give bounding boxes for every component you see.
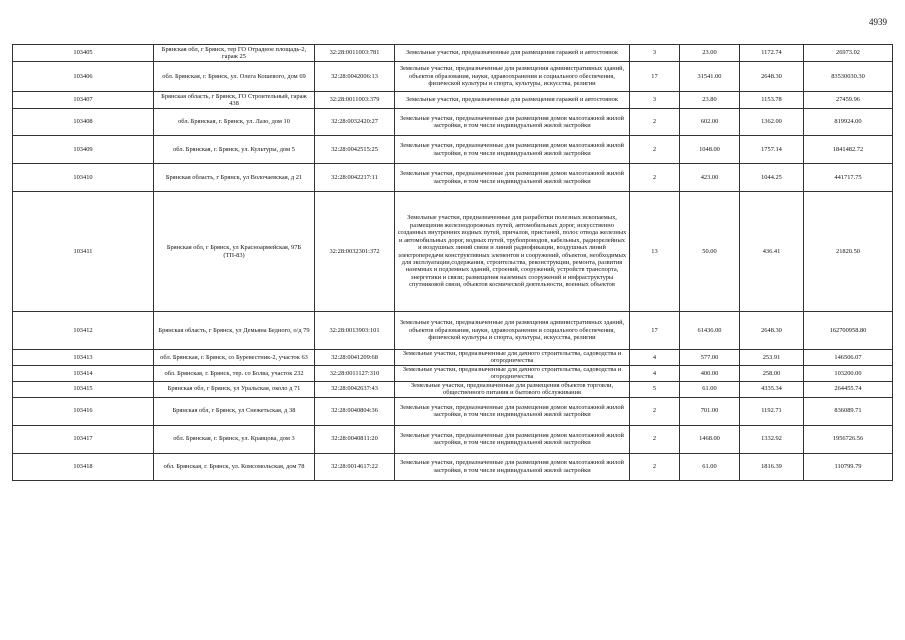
land-purpose-cell: Земельные участки, предназначенные для дачного строительства, садоводства и огородничества bbox=[395, 365, 630, 381]
group-cell: 2 bbox=[630, 397, 680, 425]
area-cell: 23.00 bbox=[680, 45, 740, 62]
land-purpose-cell: Земельные участки, предназначенные для размещения домов малоэтажной жилой застройки, в том числе индивидуальной жилой застройки bbox=[395, 109, 630, 136]
specific-value-cell: 1192.71 bbox=[740, 397, 804, 425]
row-id-cell: 103411 bbox=[13, 192, 154, 312]
cadastral-number-cell: 32:28:0032420:27 bbox=[315, 109, 395, 136]
cadastral-number-cell: 32:28:0040804:36 bbox=[315, 397, 395, 425]
specific-value-cell: 258.00 bbox=[740, 365, 804, 381]
area-cell: 61436.00 bbox=[680, 312, 740, 350]
address-cell: Брянская обл, г Брянск, ул Красноармейская, 97Б (ТП-83) bbox=[154, 192, 315, 312]
cadastral-value-cell: 110799.79 bbox=[804, 453, 893, 480]
specific-value-cell: 253.91 bbox=[740, 350, 804, 366]
group-cell: 17 bbox=[630, 312, 680, 350]
row-id-cell: 103409 bbox=[13, 136, 154, 164]
group-cell: 3 bbox=[630, 45, 680, 62]
row-id-cell: 103406 bbox=[13, 62, 154, 92]
area-cell: 701.00 bbox=[680, 397, 740, 425]
cadastral-value-cell: 146506.07 bbox=[804, 350, 893, 366]
cadastral-value-cell: 83530030.30 bbox=[804, 62, 893, 92]
specific-value-cell: 1044.25 bbox=[740, 164, 804, 192]
cadastral-value-cell: 21820.50 bbox=[804, 192, 893, 312]
land-purpose-cell: Земельные участки, предназначенные для размещения домов малоэтажной жилой застройки, в том числе индивидуальной жилой застройки bbox=[395, 164, 630, 192]
row-id-cell: 103414 bbox=[13, 365, 154, 381]
land-purpose-cell: Земельные участки, предназначенные для размещения объектов торговли, общественного питания и бытового обслуживания bbox=[395, 381, 630, 397]
table-row bbox=[13, 312, 893, 350]
specific-value-cell: 1362.00 bbox=[740, 109, 804, 136]
group-cell: 2 bbox=[630, 109, 680, 136]
area-cell: 1048.00 bbox=[680, 136, 740, 164]
cadastral-number-cell: 32:28:0042637:43 bbox=[315, 381, 395, 397]
specific-value-cell: 1153.78 bbox=[740, 92, 804, 109]
row-id-cell: 103418 bbox=[13, 453, 154, 480]
land-purpose-cell: Земельные участки, предназначенные для размещения административных зданий, объектов образования, науки, здравоохранения и социального обеспечения, физической культуры и спорта, культуры, искусства, религии bbox=[395, 312, 630, 350]
cadastral-number-cell: 32:28:0011003:379 bbox=[315, 92, 395, 109]
row-id-cell: 103405 bbox=[13, 45, 154, 62]
table-row bbox=[13, 397, 893, 425]
area-cell: 400.00 bbox=[680, 365, 740, 381]
specific-value-cell: 1757.14 bbox=[740, 136, 804, 164]
address-cell: Брянская обл, г Брянск, ул Снежетьская, д 38 bbox=[154, 397, 315, 425]
address-cell: обл. Брянская, г. Брянск, ул. Кравцова, дом 3 bbox=[154, 425, 315, 453]
area-cell: 61.00 bbox=[680, 381, 740, 397]
group-cell: 2 bbox=[630, 425, 680, 453]
row-id-cell: 103413 bbox=[13, 350, 154, 366]
row-id-cell: 103410 bbox=[13, 164, 154, 192]
table-row bbox=[13, 92, 893, 109]
table-row bbox=[13, 453, 893, 480]
specific-value-cell: 2648.30 bbox=[740, 62, 804, 92]
cadastral-number-cell: 32:28:0042006:13 bbox=[315, 62, 395, 92]
table-row bbox=[13, 109, 893, 136]
area-cell: 423.00 bbox=[680, 164, 740, 192]
table-row bbox=[13, 62, 893, 92]
cadastral-value-cell: 819924.00 bbox=[804, 109, 893, 136]
cadastral-number-cell: 32:28:0032301:372 bbox=[315, 192, 395, 312]
address-cell: обл. Брянская, г. Брянск, ул. Лазо, дом 10 bbox=[154, 109, 315, 136]
land-purpose-cell: Земельные участки, предназначенные для размещения административных зданий, объектов образования, науки, здравоохранения и социального обеспечения, физической культуры и спорта, культуры, искусства, религии bbox=[395, 62, 630, 92]
area-cell: 31541.00 bbox=[680, 62, 740, 92]
cadastral-number-cell: 32:28:0042217:11 bbox=[315, 164, 395, 192]
group-cell: 5 bbox=[630, 381, 680, 397]
land-purpose-cell: Земельные участки, предназначенные для разработки полезных ископаемых, размещения железнодорожных путей, автомобильных дорог, искусственно созданных внутренних водных путей, причалов, пристаней, полос отвода железных и автомобильных дорог, водных путей, трубопроводов, кабельных, радиорелейных и воздушных линий связи и линий радиофикации, воздушных линий электропередачи конструктивных элементов и сооружений, объектов, необходимых для эксплуатации,содержания, строительства, реконструкции, ремонта, развития наземных и подземных зданий, строений, сооружений, устройств транспорта, энергетики и связи; размещения наземных сооружений и инфраструктуры спутниковой связи, объектов космической деятельности, военных объектов bbox=[395, 192, 630, 312]
cadastral-value-cell: 836089.71 bbox=[804, 397, 893, 425]
land-purpose-cell: Земельные участки, предназначенные для размещения гаражей и автостоянок bbox=[395, 92, 630, 109]
area-cell: 602.00 bbox=[680, 109, 740, 136]
specific-value-cell: 2648.30 bbox=[740, 312, 804, 350]
specific-value-cell: 4335.34 bbox=[740, 381, 804, 397]
group-cell: 2 bbox=[630, 164, 680, 192]
land-purpose-cell: Земельные участки, предназначенные для размещения домов малоэтажной жилой застройки, в том числе индивидуальной жилой застройки bbox=[395, 397, 630, 425]
address-cell: обл. Брянская, г. Брянск, ул. Комсомольская, дом 78 bbox=[154, 453, 315, 480]
address-cell: Брянская обл, г Брянск, тер ГО Отрадное площадь-2, гараж 25 bbox=[154, 45, 315, 62]
address-cell: Брянская обл, г Брянск, ул Уральская, около д 71 bbox=[154, 381, 315, 397]
table-row bbox=[13, 192, 893, 312]
cadastral-number-cell: 32:28:0013903:101 bbox=[315, 312, 395, 350]
address-cell: Брянская область, г Брянск, ул Волочаевская, д 21 bbox=[154, 164, 315, 192]
table-row bbox=[13, 350, 893, 366]
address-cell: обл. Брянская, г. Брянск, со Буревестник-2, участок 63 bbox=[154, 350, 315, 366]
cadastral-number-cell: 32:28:0014617:22 bbox=[315, 453, 395, 480]
cadastral-value-cell: 103200.00 bbox=[804, 365, 893, 381]
cadastral-value-table bbox=[12, 44, 893, 481]
specific-value-cell: 436.41 bbox=[740, 192, 804, 312]
cadastral-number-cell: 32:28:0041209:68 bbox=[315, 350, 395, 366]
group-cell: 2 bbox=[630, 453, 680, 480]
address-cell: Брянская область, г Брянск, ул Демьяна Бедного, о/д 79 bbox=[154, 312, 315, 350]
land-purpose-cell: Земельные участки, предназначенные для размещения гаражей и автостоянок bbox=[395, 45, 630, 62]
area-cell: 23.80 bbox=[680, 92, 740, 109]
table-row bbox=[13, 365, 893, 381]
land-purpose-cell: Земельные участки, предназначенные для дачного строительства, садоводства и огородничества bbox=[395, 350, 630, 366]
table-row bbox=[13, 45, 893, 62]
land-purpose-cell: Земельные участки, предназначенные для размещения домов малоэтажной жилой застройки, в том числе индивидуальной жилой застройки bbox=[395, 425, 630, 453]
area-cell: 50.00 bbox=[680, 192, 740, 312]
group-cell: 4 bbox=[630, 365, 680, 381]
group-cell: 17 bbox=[630, 62, 680, 92]
row-id-cell: 103417 bbox=[13, 425, 154, 453]
cadastral-number-cell: 32:28:0011127:310 bbox=[315, 365, 395, 381]
specific-value-cell: 1172.74 bbox=[740, 45, 804, 62]
specific-value-cell: 1816.39 bbox=[740, 453, 804, 480]
area-cell: 1468.00 bbox=[680, 425, 740, 453]
address-cell: обл. Брянская, г. Брянск, ул. Культуры, дом 5 bbox=[154, 136, 315, 164]
row-id-cell: 103412 bbox=[13, 312, 154, 350]
cadastral-value-cell: 162700958.80 bbox=[804, 312, 893, 350]
table-row bbox=[13, 381, 893, 397]
row-id-cell: 103415 bbox=[13, 381, 154, 397]
group-cell: 2 bbox=[630, 136, 680, 164]
page-number: 4939 bbox=[869, 17, 887, 27]
row-id-cell: 103407 bbox=[13, 92, 154, 109]
cadastral-value-cell: 1841482.72 bbox=[804, 136, 893, 164]
cadastral-number-cell: 32:28:0011003:781 bbox=[315, 45, 395, 62]
address-cell: обл. Брянская, г. Брянск, тер. со Болва, участок 232 bbox=[154, 365, 315, 381]
cadastral-value-cell: 264455.74 bbox=[804, 381, 893, 397]
cadastral-value-cell: 27459.96 bbox=[804, 92, 893, 109]
row-id-cell: 103408 bbox=[13, 109, 154, 136]
group-cell: 3 bbox=[630, 92, 680, 109]
area-cell: 61.00 bbox=[680, 453, 740, 480]
group-cell: 4 bbox=[630, 350, 680, 366]
cadastral-value-cell: 26973.02 bbox=[804, 45, 893, 62]
land-purpose-cell: Земельные участки, предназначенные для размещения домов малоэтажной жилой застройки, в том числе индивидуальной жилой застройки bbox=[395, 136, 630, 164]
cadastral-number-cell: 32:28:0040811:20 bbox=[315, 425, 395, 453]
area-cell: 577.00 bbox=[680, 350, 740, 366]
specific-value-cell: 1332.92 bbox=[740, 425, 804, 453]
row-id-cell: 103416 bbox=[13, 397, 154, 425]
table-row bbox=[13, 136, 893, 164]
cadastral-value-cell: 1956726.56 bbox=[804, 425, 893, 453]
group-cell: 13 bbox=[630, 192, 680, 312]
cadastral-value-cell: 441717.75 bbox=[804, 164, 893, 192]
land-purpose-cell: Земельные участки, предназначенные для размещения домов малоэтажной жилой застройки, в том числе индивидуальной жилой застройки bbox=[395, 453, 630, 480]
cadastral-number-cell: 32:28:0042515:25 bbox=[315, 136, 395, 164]
address-cell: Брянская область, г Брянск, ГО Строительный, гараж 438 bbox=[154, 92, 315, 109]
address-cell: обл. Брянская, г. Брянск, ул. Олега Кошевого, дом 69 bbox=[154, 62, 315, 92]
table-row bbox=[13, 164, 893, 192]
table-row bbox=[13, 425, 893, 453]
